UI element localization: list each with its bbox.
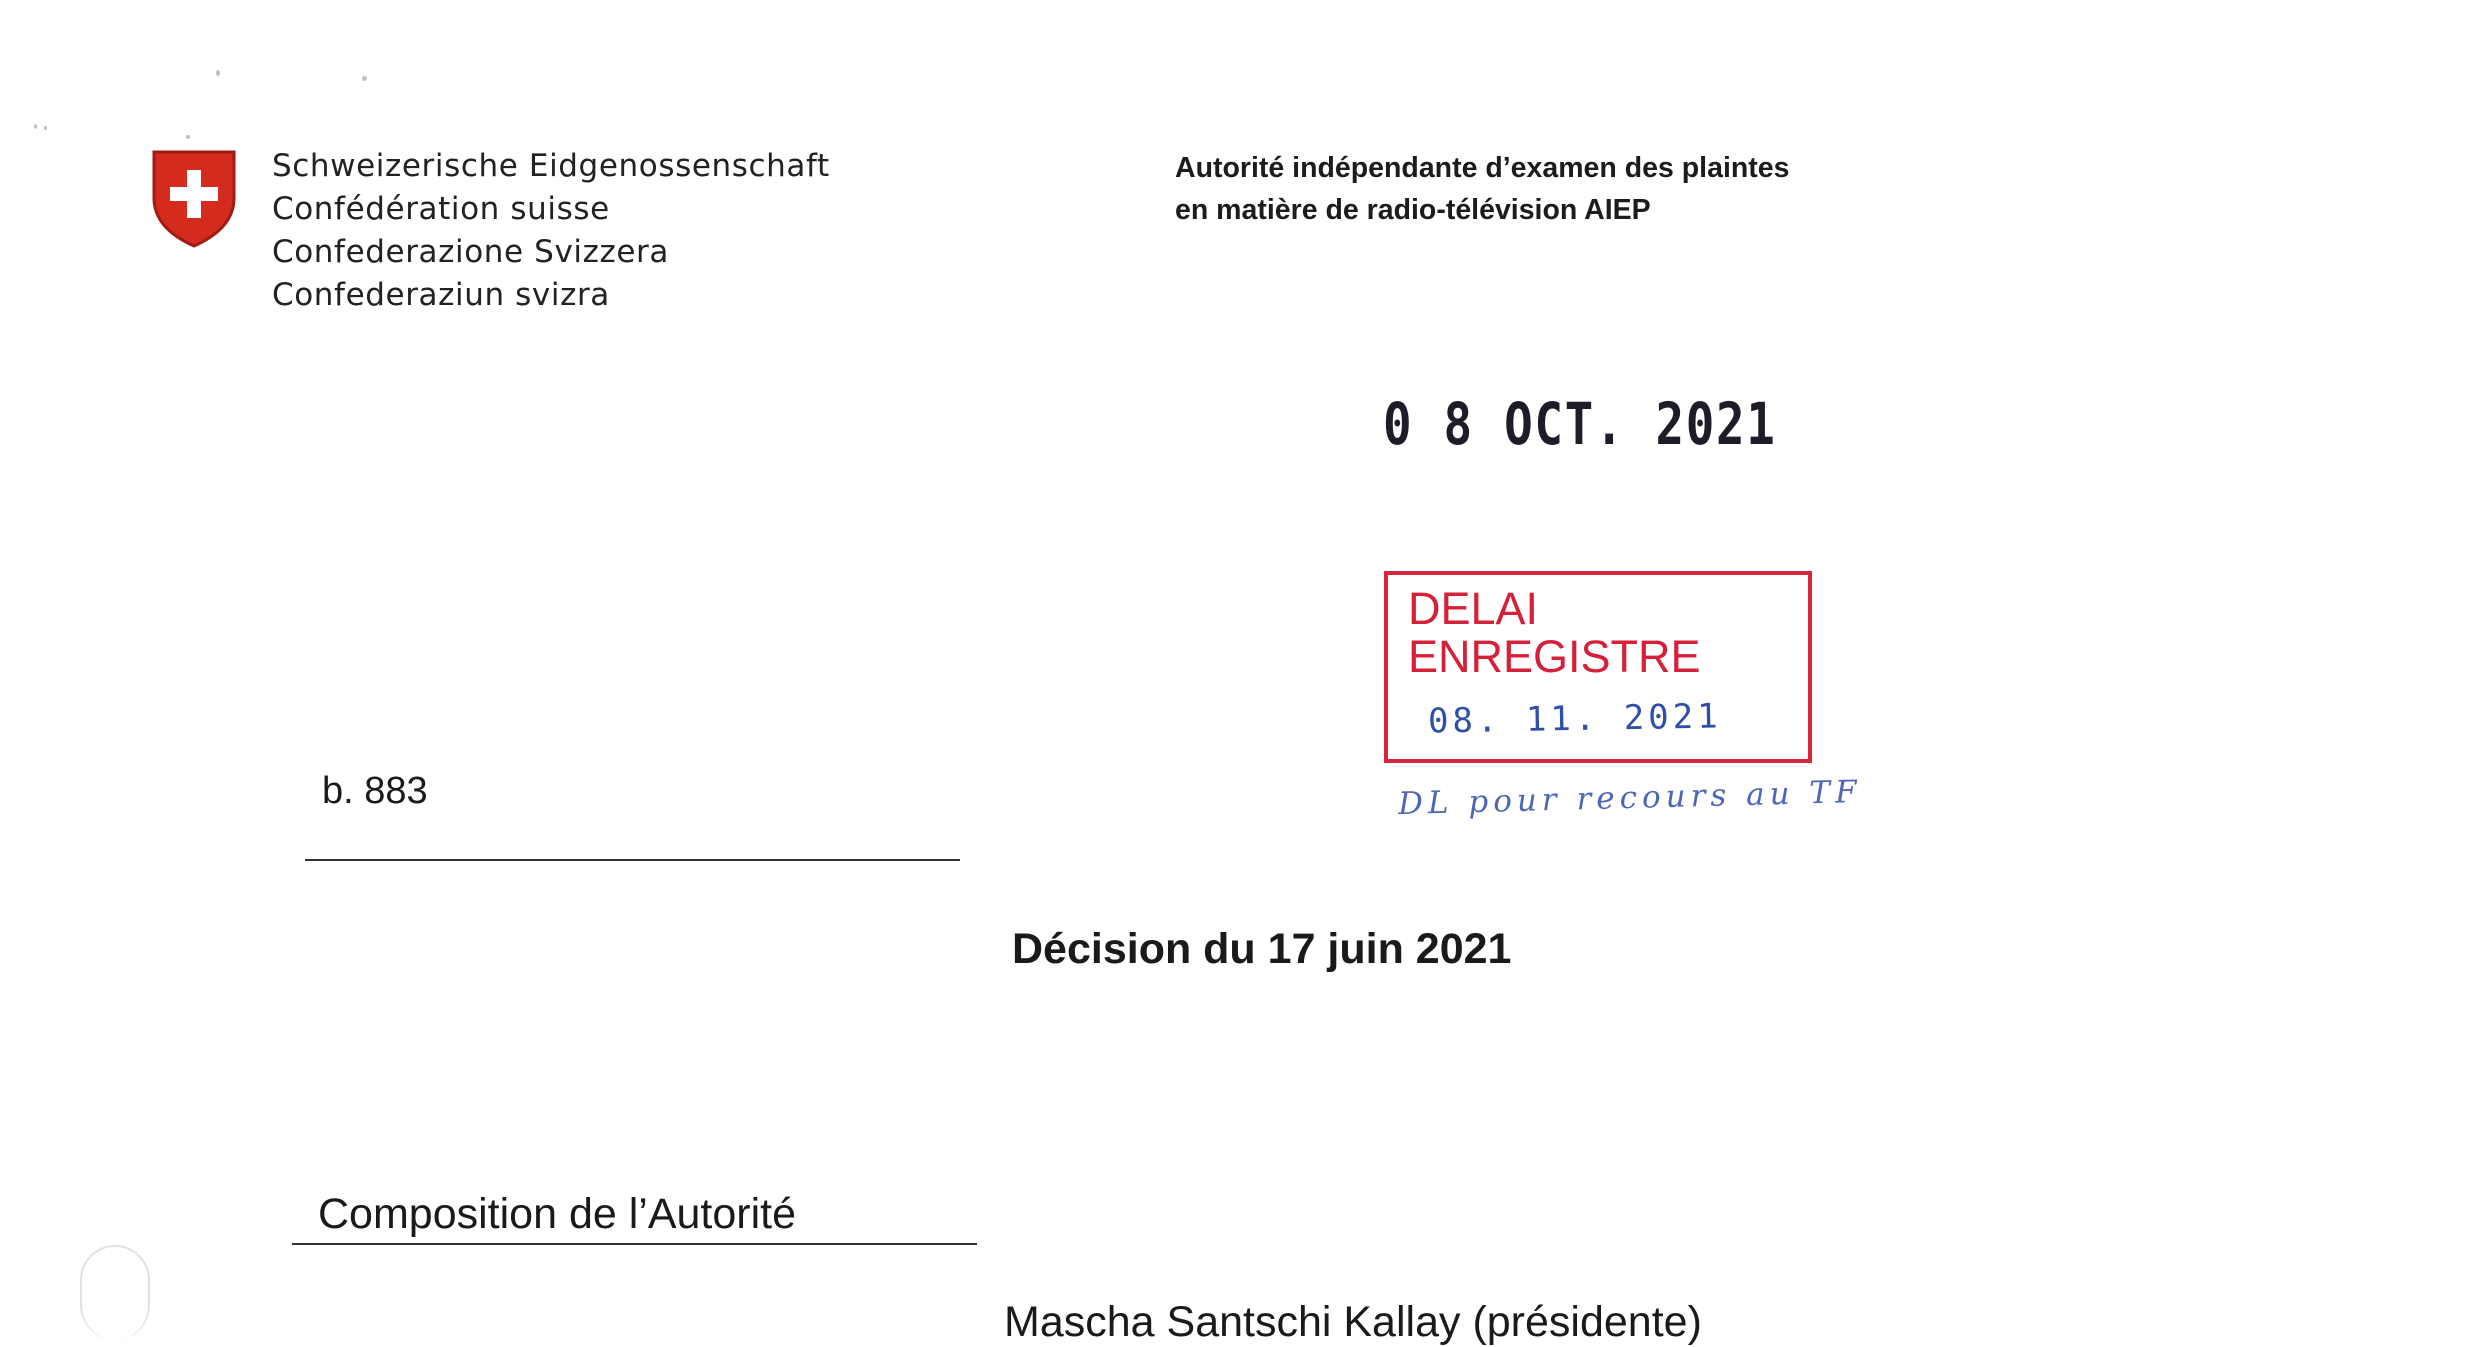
deadline-stamp-title-1: DELAI [1408, 583, 1539, 634]
punch-hole-mark [80, 1245, 150, 1340]
composition-heading: Composition de l’Autorité [318, 1190, 797, 1238]
confederation-line-rm: Confederaziun svizra [272, 277, 610, 313]
authority-line-2: en matière de radio-télévision AIEP [1175, 194, 1651, 226]
confederation-name-block [272, 145, 830, 317]
scan-speck [44, 126, 47, 130]
deadline-handwritten-date: 08. 11. 2021 [1427, 696, 1722, 742]
authority-member-line: Mascha Santschi Kallay (présidente) [1004, 1298, 1702, 1346]
deadline-stamp [1384, 571, 1812, 763]
authority-name-block [1175, 147, 1789, 231]
case-reference: b. 883 [322, 770, 428, 812]
scan-speck [34, 124, 37, 129]
confederation-line-de: Schweizerische Eidgenossenschaft [272, 148, 830, 184]
swiss-coat-of-arms-icon [148, 146, 240, 248]
confederation-line-fr: Confédération suisse [272, 191, 610, 227]
authority-line-1: Autorité indépendante d’examen des plaintes [1175, 152, 1790, 184]
decision-title: Décision du 17 juin 2021 [1012, 925, 1512, 973]
scan-speck [186, 135, 190, 139]
deadline-stamp-title-2: ENREGISTRE [1408, 631, 1701, 682]
handwritten-note: DL pour recours au TF [1397, 773, 1863, 823]
scan-speck [362, 76, 367, 81]
reference-underline [305, 859, 960, 861]
composition-underline [292, 1243, 977, 1245]
scan-speck [216, 70, 220, 76]
confederation-line-it: Confederazione Svizzera [272, 234, 669, 270]
received-date-stamp: 0 8 OCT. 2021 [1383, 390, 1777, 458]
